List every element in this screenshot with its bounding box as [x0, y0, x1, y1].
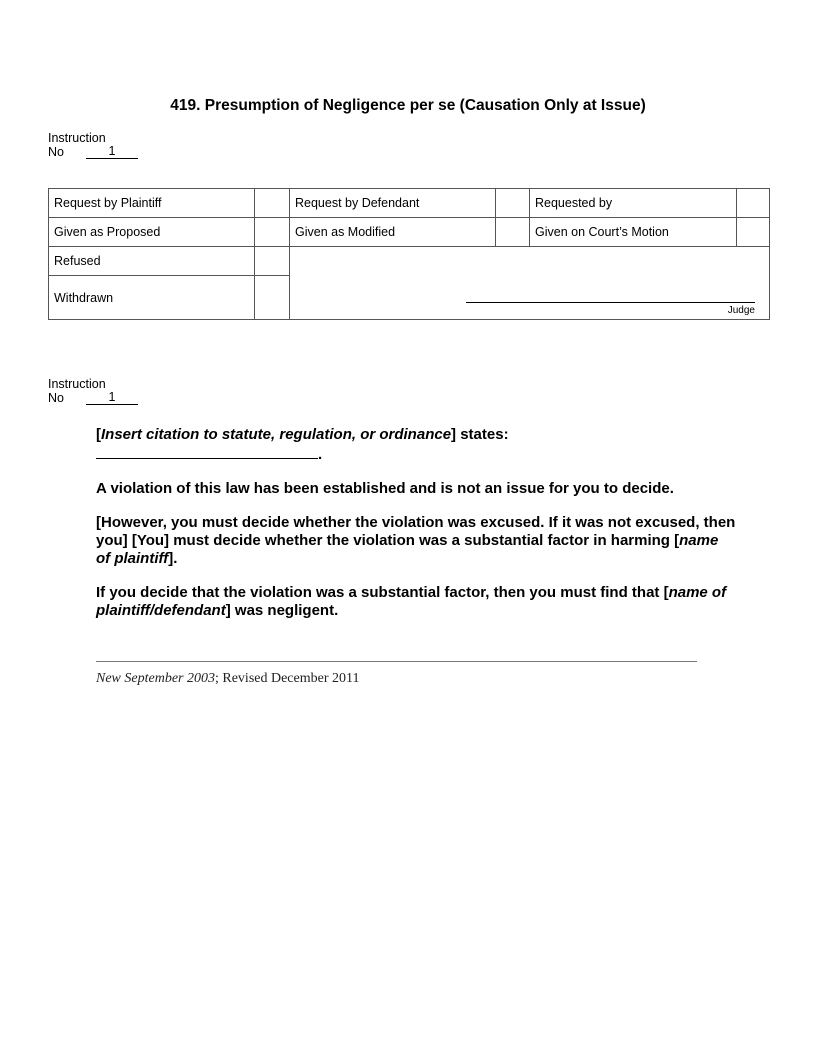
requested-by-label: Requested by	[530, 189, 737, 218]
requested-by-checkbox[interactable]	[737, 189, 770, 218]
statute-citation-paragraph: [Insert citation to statute, regulation, or ordinance] states: .	[96, 426, 509, 463]
statute-text-blank[interactable]	[96, 444, 318, 459]
given-as-proposed-label: Given as Proposed	[49, 218, 255, 247]
party-name-placeholder: name of plaintiff/defendant	[96, 584, 727, 619]
refused-checkbox[interactable]	[255, 247, 290, 276]
request-by-defendant-label: Request by Defendant	[290, 189, 496, 218]
request-by-defendant-checkbox[interactable]	[496, 189, 530, 218]
judge-signature-area	[290, 247, 770, 320]
request-by-plaintiff-checkbox[interactable]	[255, 189, 290, 218]
violation-established-paragraph: A violation of this law has been established and is not an issue for you to decide.	[96, 480, 674, 497]
given-as-modified-label: Given as Modified	[290, 218, 496, 247]
given-on-courts-motion-checkbox[interactable]	[737, 218, 770, 247]
instruction-label: Instruction	[48, 131, 106, 145]
judge-label: Judge	[727, 305, 755, 316]
page-title: 419. Presumption of Negligence per se (Causation Only at Issue)	[170, 97, 646, 114]
negligence-finding-paragraph: If you decide that the violation was a substantial factor, then you must find that [name of plaintiff/defendant] was negligent.	[96, 584, 727, 619]
instruction-number: 1	[86, 391, 138, 405]
statute-citation-placeholder: Insert citation to statute, regulation, or ordinance	[101, 426, 452, 443]
judge-signature-line[interactable]	[466, 302, 755, 303]
request-by-plaintiff-label: Request by Plaintiff	[49, 189, 255, 218]
refused-label: Refused	[49, 247, 255, 276]
given-as-proposed-checkbox[interactable]	[255, 218, 290, 247]
instruction-label: Instruction	[48, 377, 106, 391]
instruction-number: 1	[86, 145, 138, 159]
excuse-causation-paragraph: [However, you must decide whether the violation was excused. If it was not excused, then you] [You] must decide whether the violation was a substantial factor in harming [name of plaintiff].	[96, 514, 736, 567]
footer-divider	[96, 661, 697, 662]
withdrawn-label: Withdrawn	[49, 276, 255, 320]
revision-history: New September 2003; Revised December 2011	[96, 671, 360, 686]
given-as-modified-checkbox[interactable]	[496, 218, 530, 247]
instruction-body	[96, 426, 736, 636]
instruction-no-label: No	[48, 391, 64, 405]
instruction-disposition-table	[48, 188, 770, 320]
instruction-number-block	[48, 131, 138, 159]
plaintiff-name-placeholder: name of plaintiff	[96, 532, 719, 567]
withdrawn-checkbox[interactable]	[255, 276, 290, 320]
instruction-number-block-2	[48, 377, 138, 405]
instruction-no-label: No	[48, 145, 64, 159]
given-on-courts-motion-label: Given on Court’s Motion	[530, 218, 737, 247]
